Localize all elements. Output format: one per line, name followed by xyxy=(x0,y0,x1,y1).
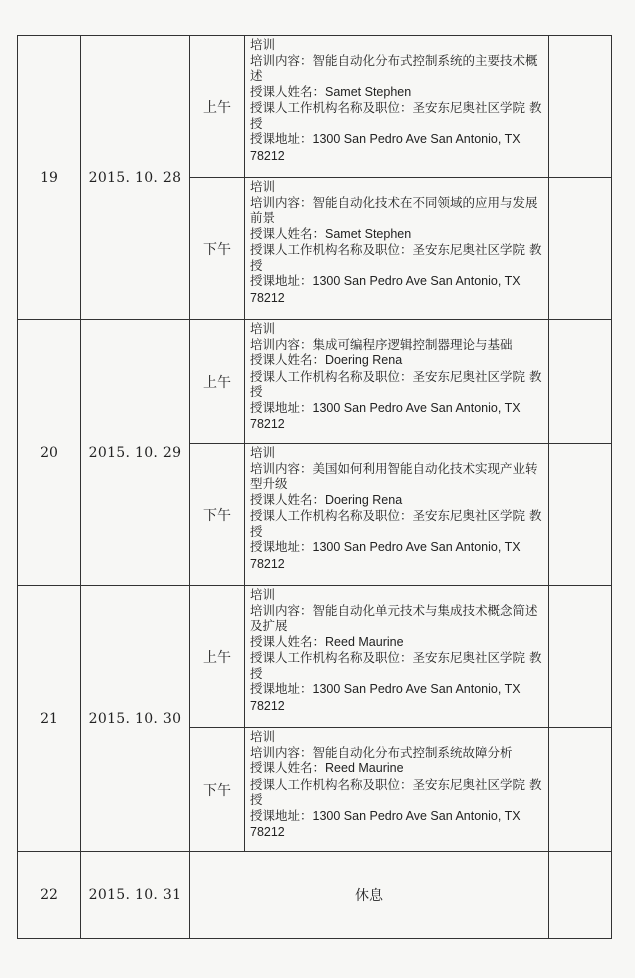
lecturer-line: 授课人姓名：Doering Rena xyxy=(250,352,403,367)
session-details xyxy=(245,36,549,178)
lecturer-line: 授课人姓名：Samet Stephen xyxy=(250,225,412,241)
blank-cell xyxy=(549,36,612,178)
lecture-address: 1300 San Pedro Ave San Antonio, TX 78212 xyxy=(250,808,521,839)
session-period: 下午 xyxy=(190,728,245,852)
address-line: 授课地址：1300 San Pedro Ave San Antonio, TX 78212 xyxy=(250,681,521,713)
table-row xyxy=(18,852,612,939)
org-line: 授课人工作机构名称及职位：圣安东尼奥社区学院 教授 xyxy=(250,508,542,539)
day-number: 21 xyxy=(18,586,81,852)
session-content-line: 培训内容：美国如何利用智能自动化技术实现产业转型升级 xyxy=(250,460,538,491)
session-period: 上午 xyxy=(190,36,245,178)
session-content: 智能自动化分布式控制系统故障分析 xyxy=(312,744,513,760)
lecturer-name: Reed Maurine xyxy=(325,761,404,775)
session-content-line: 培训内容：智能自动化分布式控制系统故障分析 xyxy=(250,744,513,760)
day-number: 20 xyxy=(18,320,81,586)
lecture-address: 1300 San Pedro Ave San Antonio, TX 78212 xyxy=(250,682,521,713)
lecturer-line: 授课人姓名：Doering Rena xyxy=(250,491,403,507)
lecture-address: 1300 San Pedro Ave San Antonio, TX 78212 xyxy=(250,274,521,305)
blank-cell xyxy=(549,320,612,444)
day-date: 2015. 10. 29 xyxy=(81,320,190,586)
day-date: 2015. 10. 31 xyxy=(81,852,190,939)
day-date: 2015. 10. 30 xyxy=(81,586,190,852)
session-content: 智能自动化技术在不同领域的应用与发展前景 xyxy=(250,194,538,225)
lecturer-org: 圣安东尼奥社区学院 教授 xyxy=(250,508,542,539)
session-content-line: 培训内容：智能自动化技术在不同领域的应用与发展前景 xyxy=(250,194,538,225)
lecturer-name: Samet Stephen xyxy=(325,84,412,99)
blank-cell xyxy=(549,852,612,939)
session-type: 培训 xyxy=(250,179,276,194)
session-type: 培训 xyxy=(250,587,276,602)
lecture-address: 1300 San Pedro Ave San Antonio, TX 78212 xyxy=(250,132,521,163)
table-row xyxy=(18,36,612,178)
lecturer-line: 授课人姓名：Samet Stephen xyxy=(250,83,412,99)
session-details xyxy=(245,586,549,728)
session-type: 培训 xyxy=(250,729,276,744)
session-period: 上午 xyxy=(190,320,245,444)
session-type: 培训 xyxy=(250,37,276,52)
session-period: 上午 xyxy=(190,586,245,728)
session-details xyxy=(245,320,549,444)
lecture-address: 1300 San Pedro Ave San Antonio, TX 78212 xyxy=(250,400,521,431)
org-line: 授课人工作机构名称及职位：圣安东尼奥社区学院 教授 xyxy=(250,242,542,273)
session-type: 培训 xyxy=(250,445,276,460)
lecturer-name: Doering Rena xyxy=(325,353,403,367)
session-period: 下午 xyxy=(190,178,245,320)
session-details xyxy=(245,444,549,586)
lecture-address: 1300 San Pedro Ave San Antonio, TX 78212 xyxy=(250,540,521,571)
org-line: 授课人工作机构名称及职位：圣安东尼奥社区学院 教授 xyxy=(250,100,542,131)
lecturer-name: Doering Rena xyxy=(325,492,403,507)
day-number: 19 xyxy=(18,36,81,320)
lecturer-line: 授课人姓名：Reed Maurine xyxy=(250,760,404,775)
address-line: 授课地址：1300 San Pedro Ave San Antonio, TX 78212 xyxy=(250,273,521,305)
lecturer-name: Samet Stephen xyxy=(325,226,412,241)
table-row xyxy=(18,586,612,728)
training-schedule-table xyxy=(17,35,612,939)
session-content-line: 培训内容：智能自动化分布式控制系统的主要技术概述 xyxy=(250,52,538,83)
address-line: 授课地址：1300 San Pedro Ave San Antonio, TX 78212 xyxy=(250,539,521,571)
org-line: 授课人工作机构名称及职位：圣安东尼奥社区学院 教授 xyxy=(250,368,542,399)
org-line: 授课人工作机构名称及职位：圣安东尼奥社区学院 教授 xyxy=(250,650,542,681)
session-period: 下午 xyxy=(190,444,245,586)
day-date: 2015. 10. 28 xyxy=(81,36,190,320)
session-content: 集成可编程序逻辑控制器理论与基础 xyxy=(312,336,513,352)
session-content: 智能自动化分布式控制系统的主要技术概述 xyxy=(250,52,538,83)
blank-cell xyxy=(549,586,612,728)
session-content-line: 培训内容：集成可编程序逻辑控制器理论与基础 xyxy=(250,336,513,352)
lecturer-org: 圣安东尼奥社区学院 教授 xyxy=(250,242,542,273)
session-content: 美国如何利用智能自动化技术实现产业转型升级 xyxy=(250,460,538,491)
address-line: 授课地址：1300 San Pedro Ave San Antonio, TX 78212 xyxy=(250,399,521,431)
blank-cell xyxy=(549,728,612,852)
lecturer-line: 授课人姓名：Reed Maurine xyxy=(250,633,404,649)
session-content-line: 培训内容：智能自动化单元技术与集成技术概念简述及扩展 xyxy=(250,602,538,633)
table-row xyxy=(18,320,612,444)
day-number: 22 xyxy=(18,852,81,939)
blank-cell xyxy=(549,178,612,320)
blank-cell xyxy=(549,444,612,586)
address-line: 授课地址：1300 San Pedro Ave San Antonio, TX 78212 xyxy=(250,807,521,839)
session-type: 培训 xyxy=(250,321,276,336)
org-line: 授课人工作机构名称及职位：圣安东尼奥社区学院 教授 xyxy=(250,776,542,807)
lecturer-name: Reed Maurine xyxy=(325,634,404,649)
lecturer-org: 圣安东尼奥社区学院 教授 xyxy=(250,100,542,131)
rest-label: 休息 xyxy=(190,852,549,939)
lecturer-org: 圣安东尼奥社区学院 教授 xyxy=(250,776,542,807)
lecturer-org: 圣安东尼奥社区学院 教授 xyxy=(250,368,542,399)
lecturer-org: 圣安东尼奥社区学院 教授 xyxy=(250,650,542,681)
session-content: 智能自动化单元技术与集成技术概念简述及扩展 xyxy=(250,602,538,633)
address-line: 授课地址：1300 San Pedro Ave San Antonio, TX 78212 xyxy=(250,131,521,163)
session-details xyxy=(245,178,549,320)
session-details xyxy=(245,728,549,852)
